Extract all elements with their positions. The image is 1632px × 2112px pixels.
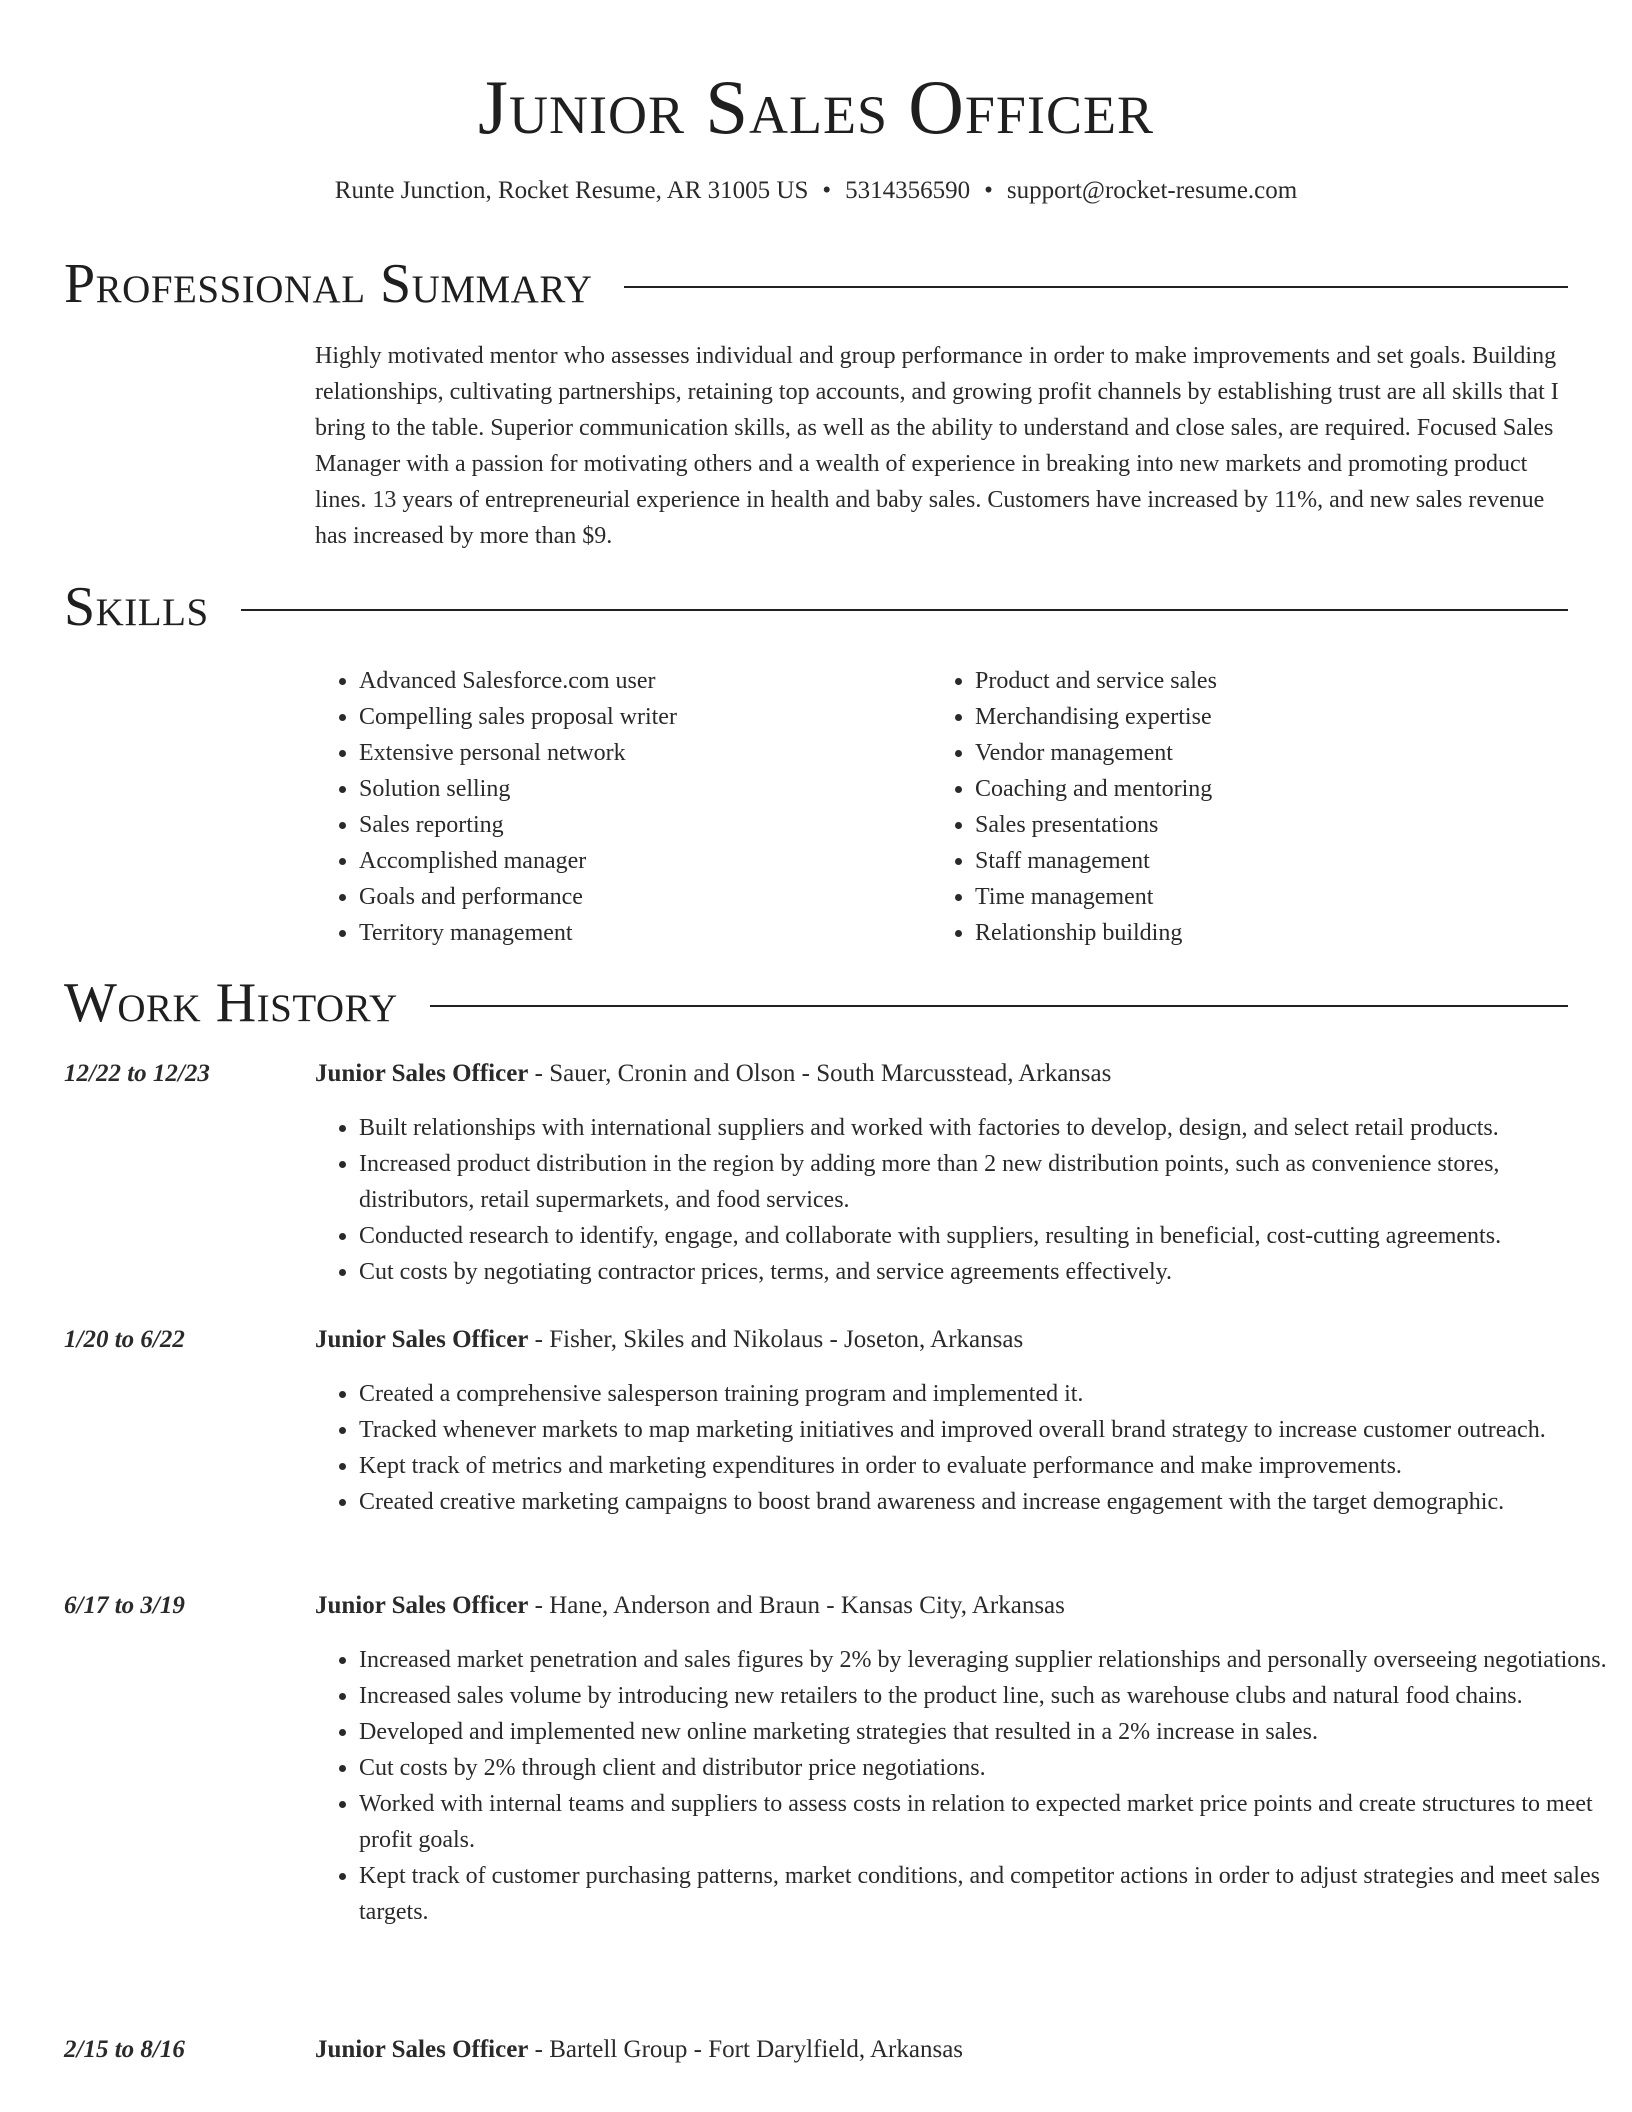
skill-item: • Sales reporting — [359, 807, 931, 843]
skills-heading-text: Skills — [64, 576, 209, 638]
skills-list — [315, 663, 1575, 951]
skill-item: • Solution selling — [359, 771, 931, 807]
skill-item: • Territory management — [359, 915, 931, 951]
job-company-location: - Fisher, Skiles and Nikolaus - Joseton, Arkansas — [528, 1326, 1024, 1353]
contact-line — [0, 174, 1632, 208]
summary-heading-text: Professional Summary — [64, 253, 593, 315]
job-dates: 2/15 to 8/16 — [64, 2036, 185, 2063]
job-company-location: - Bartell Group - Fort Darylfield, Arkansas — [528, 2036, 964, 2063]
section-divider — [241, 609, 1568, 611]
skill-item: • Advanced Salesforce.com user — [359, 663, 931, 699]
job-bullets — [315, 1110, 1619, 1290]
job-bullet: • Developed and implemented new online marketing strategies that resulted in a 2% increase in sales. — [359, 1714, 1619, 1750]
job-bullet: • Created creative marketing campaigns to boost brand awareness and increase engagement with the target demographic. — [359, 1484, 1619, 1520]
job-bullet: • Increased market penetration and sales figures by 2% by leveraging supplier relationships and personally overseeing negotiations. — [359, 1642, 1619, 1678]
job-dates: 1/20 to 6/22 — [64, 1326, 185, 1353]
job-role: Junior Sales Officer — [315, 2036, 529, 2063]
job-role: Junior Sales Officer — [315, 1060, 529, 1087]
job-bullet: • Kept track of metrics and marketing expenditures in order to evaluate performance and make improvements. — [359, 1448, 1619, 1484]
skill-item: • Time management — [975, 879, 1217, 915]
job-bullet: • Increased sales volume by introducing new retailers to the product line, such as warehouse clubs and natural food chains. — [359, 1678, 1619, 1714]
skills-column-left — [315, 663, 931, 951]
job-dates: 12/22 to 12/23 — [64, 1060, 210, 1087]
section-divider — [430, 1005, 1568, 1007]
job-bullets — [315, 1376, 1619, 1520]
summary-paragraph: Highly motivated mentor who assesses individual and group performance in order to make improvements and set goals. Building relationships, cultivating partnerships, retaining top accounts, and growing profit channels by establishing trust are all skills that I bring to the table. Superior communication skills, as well as the ability to understand and close sales, are required. Focused Sales Manager with a passion for motivating others and a wealth of experience in breaking into new markets and promoting product lines. 13 years of entrepreneurial experience in health and baby sales. Customers have increased by 11%, and new sales revenue has increased by more than $9. — [315, 343, 1559, 549]
skills-column-right — [931, 663, 1217, 951]
job-bullet: • Built relationships with international suppliers and worked with factories to develop, design, and select retail products. — [359, 1110, 1619, 1146]
work-history-heading-text: Work History — [64, 972, 398, 1034]
summary-heading — [64, 252, 1568, 316]
job-header — [315, 1056, 1111, 1092]
job-company-location: - Hane, Anderson and Braun - Kansas City, Arkansas — [528, 1592, 1065, 1619]
job-dates: 6/17 to 3/19 — [64, 1592, 185, 1619]
job-bullet: • Cut costs by negotiating contractor prices, terms, and service agreements effectively. — [359, 1254, 1619, 1290]
skill-item: • Compelling sales proposal writer — [359, 699, 931, 735]
job-company-location: - Sauer, Cronin and Olson - South Marcusstead, Arkansas — [528, 1060, 1112, 1087]
skill-item: • Staff management — [975, 843, 1217, 879]
job-bullets — [315, 1642, 1619, 1930]
job-role: Junior Sales Officer — [315, 1326, 529, 1353]
work-history-heading — [64, 971, 1568, 1035]
skill-item: • Coaching and mentoring — [975, 771, 1217, 807]
job-bullet: • Created a comprehensive salesperson training program and implemented it. — [359, 1376, 1619, 1412]
resume-title: Junior Sales Officer — [478, 64, 1154, 150]
job-bullet: • Increased product distribution in the region by adding more than 2 new distribution points, such as convenience stores, distributors, retail supermarkets, and food services. — [359, 1146, 1619, 1218]
phone-text: 5314356590 — [845, 177, 971, 204]
contact-separator: • — [822, 177, 832, 204]
skill-item: • Sales presentations — [975, 807, 1217, 843]
contact-separator: • — [984, 177, 993, 204]
skill-item: • Product and service sales — [975, 663, 1217, 699]
job-header — [315, 1588, 1065, 1624]
job-bullet: • Worked with internal teams and suppliers to assess costs in relation to expected market price points and create structures to meet profit goals. — [359, 1786, 1619, 1858]
skill-item: • Extensive personal network — [359, 735, 931, 771]
skill-item: • Vendor management — [975, 735, 1217, 771]
job-header — [315, 1322, 1023, 1358]
email-text: support@rocket-resume.com — [1006, 177, 1298, 204]
job-bullet: • Tracked whenever markets to map marketing initiatives and improved overall brand strategy to increase customer outreach. — [359, 1412, 1619, 1448]
job-bullet: • Kept track of customer purchasing patterns, market conditions, and competitor actions in order to adjust strategies and meet sales targets. — [359, 1858, 1619, 1930]
skill-item: • Merchandising expertise — [975, 699, 1217, 735]
section-divider — [624, 286, 1568, 288]
job-bullet: • Cut costs by 2% through client and distributor price negotiations. — [359, 1750, 1619, 1786]
address-text: Runte Junction, Rocket Resume, AR 31005 US — [334, 177, 809, 204]
job-header — [315, 2032, 963, 2068]
job-role: Junior Sales Officer — [315, 1592, 529, 1619]
job-bullet: • Conducted research to identify, engage, and collaborate with suppliers, resulting in beneficial, cost-cutting agreements. — [359, 1218, 1619, 1254]
skill-item: • Relationship building — [975, 915, 1217, 951]
skill-item: • Accomplished manager — [359, 843, 931, 879]
skill-item: • Goals and performance — [359, 879, 931, 915]
skills-heading — [64, 575, 1568, 639]
